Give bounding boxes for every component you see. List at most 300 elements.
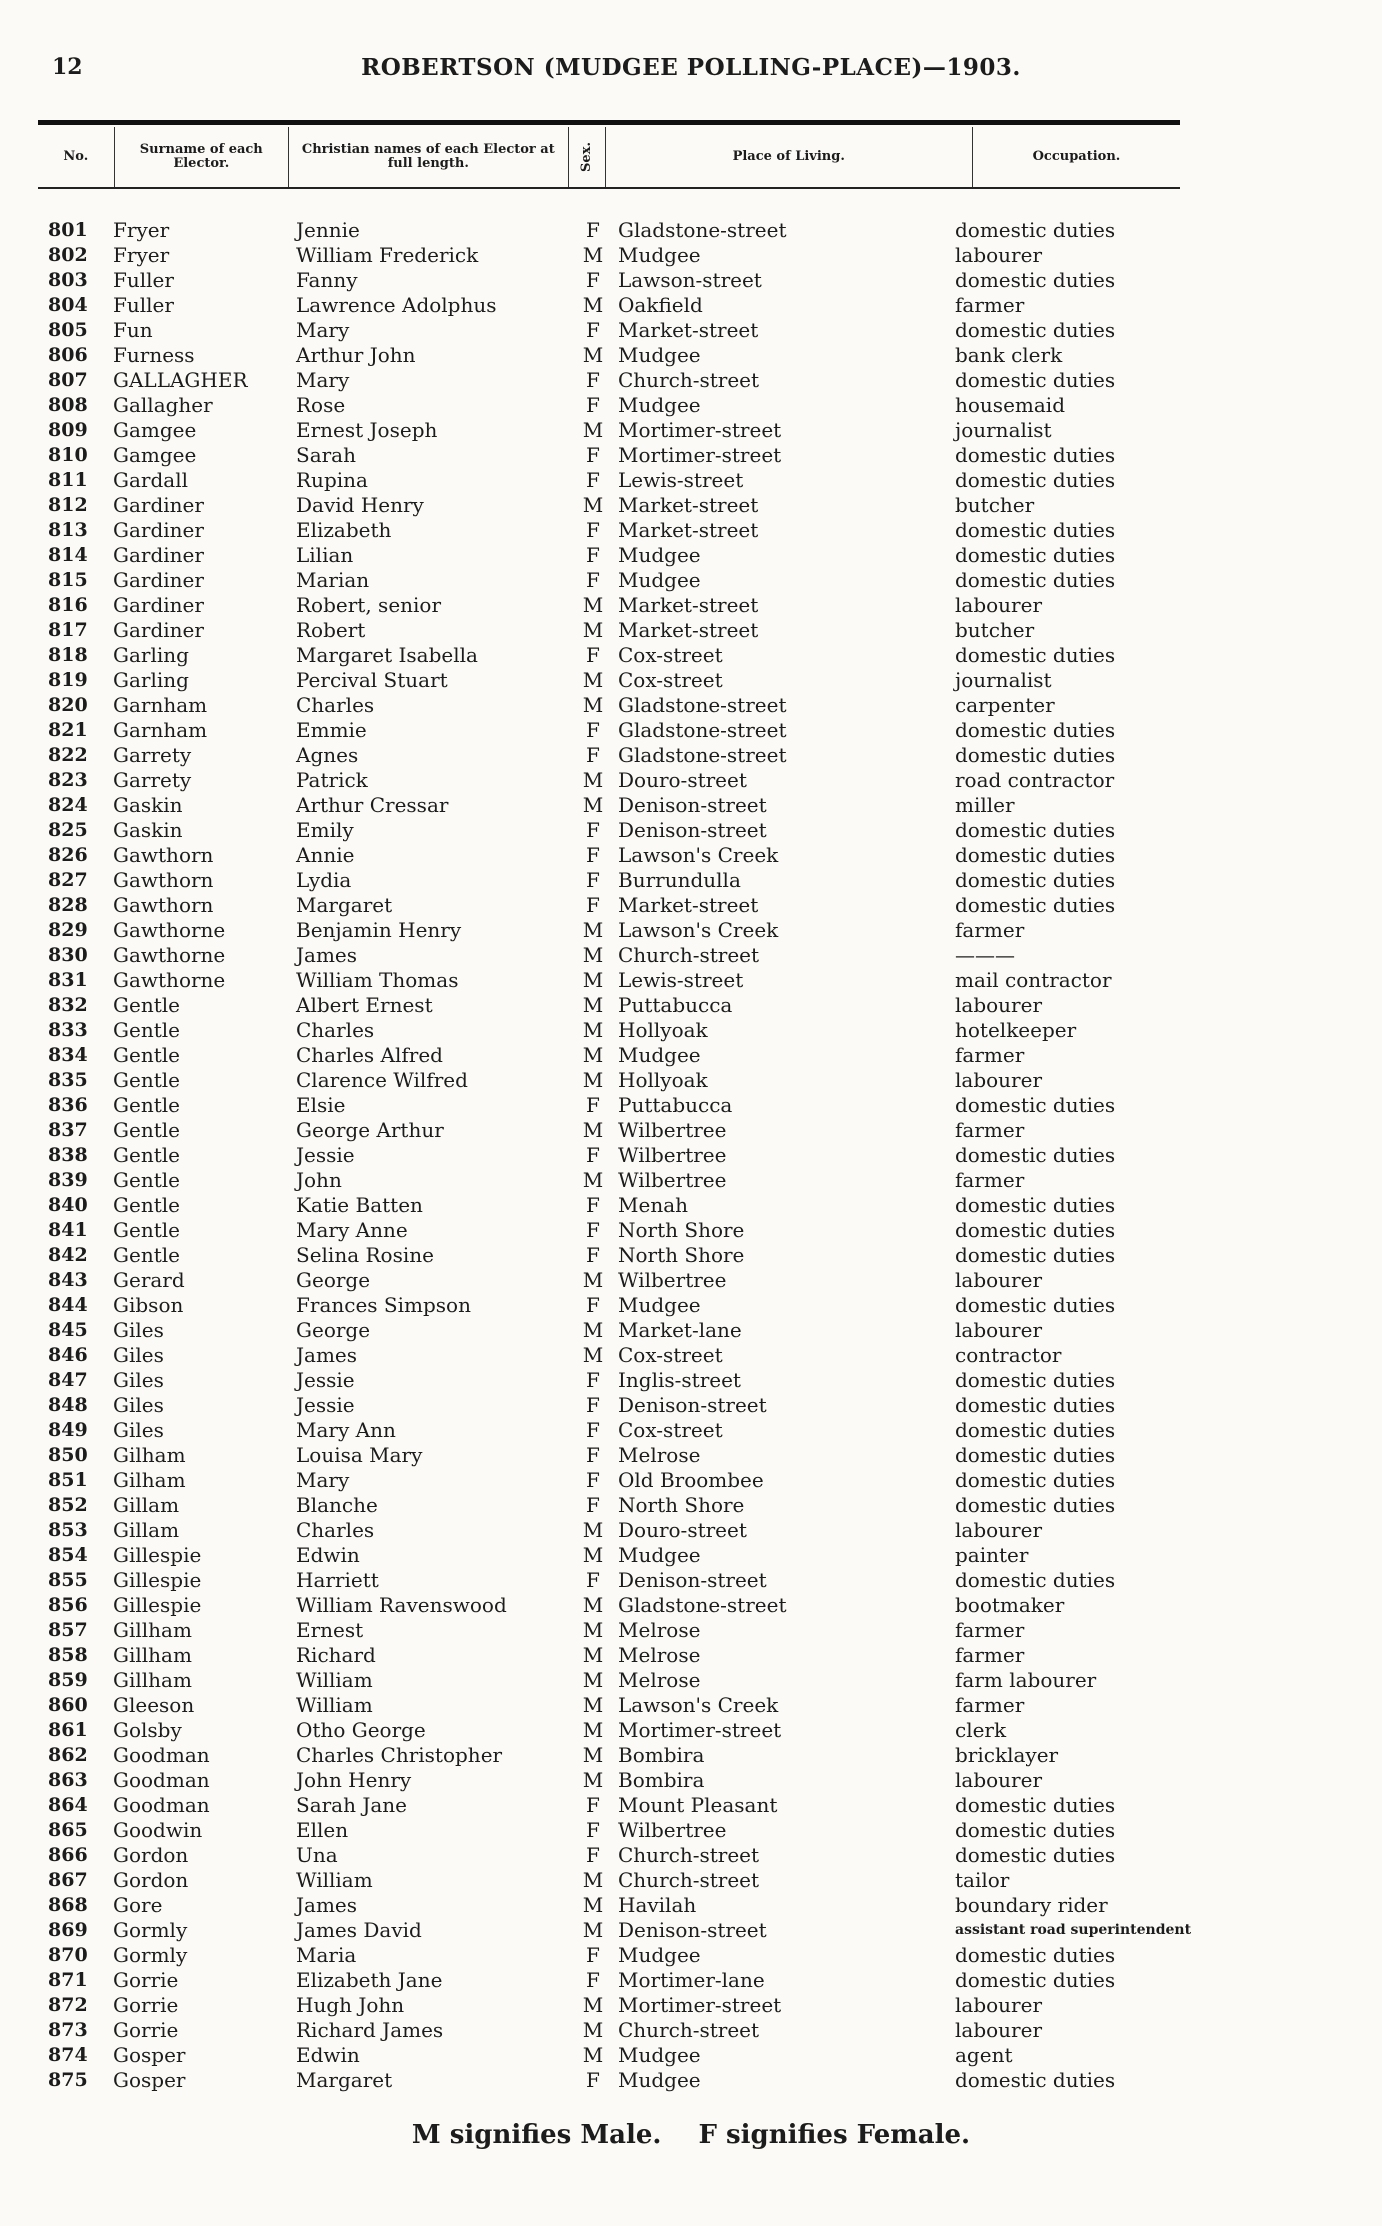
elector-surname: Gibson	[113, 1293, 184, 1317]
elector-occupation: domestic duties	[955, 1218, 1116, 1242]
elector-place: Mudgee	[618, 2043, 701, 2067]
elector-sex: M	[582, 1718, 604, 1742]
elector-surname: Gillespie	[113, 1543, 202, 1567]
elector-christian-names: Emily	[296, 818, 354, 842]
elector-surname: Garrety	[113, 768, 192, 792]
elector-christian-names: Rose	[296, 393, 346, 417]
table-row	[0, 718, 1382, 743]
elector-occupation: bootmaker	[955, 1593, 1065, 1617]
elector-sex: F	[586, 1218, 600, 1242]
table-row	[0, 968, 1382, 993]
elector-number: 802	[48, 244, 88, 266]
page-number: 12	[52, 54, 83, 80]
table-row	[0, 1218, 1382, 1243]
elector-surname: Gentle	[113, 1143, 180, 1167]
elector-place: Wilbertree	[618, 1118, 727, 1142]
elector-place: Havilah	[618, 1893, 697, 1917]
elector-surname: Garnham	[113, 718, 208, 742]
table-row	[0, 1468, 1382, 1493]
elector-sex: F	[586, 743, 600, 767]
table-row	[0, 1418, 1382, 1443]
elector-number: 860	[48, 1694, 88, 1716]
table-row	[0, 1868, 1382, 1893]
table-row	[0, 1493, 1382, 1518]
elector-sex: F	[586, 543, 600, 567]
elector-surname: GALLAGHER	[113, 368, 248, 392]
table-row	[0, 543, 1382, 568]
elector-number: 865	[48, 1819, 88, 1841]
elector-place: Douro-street	[618, 1518, 747, 1542]
elector-sex: M	[582, 1118, 604, 1142]
table-row	[0, 243, 1382, 268]
elector-number: 849	[48, 1419, 88, 1441]
elector-place: Wilbertree	[618, 1143, 727, 1167]
elector-christian-names: Mary	[296, 368, 350, 392]
elector-place: Denison-street	[618, 793, 767, 817]
elector-place: Puttabucca	[618, 1093, 733, 1117]
elector-occupation: bricklayer	[955, 1743, 1059, 1767]
table-row	[0, 643, 1382, 668]
elector-sex: F	[586, 1818, 600, 1842]
elector-place: Lawson-street	[618, 268, 762, 292]
elector-sex: F	[586, 1393, 600, 1417]
elector-number: 807	[48, 369, 88, 391]
elector-christian-names: Hugh John	[296, 1993, 405, 2017]
elector-surname: Gorrie	[113, 1968, 179, 1992]
elector-occupation: domestic duties	[955, 1493, 1116, 1517]
table-row	[0, 743, 1382, 768]
elector-christian-names: John Henry	[296, 1768, 412, 1792]
elector-sex: F	[586, 868, 600, 892]
elector-place: Mudgee	[618, 2068, 701, 2092]
elector-surname: Gentle	[113, 1068, 180, 1092]
table-row	[0, 1268, 1382, 1293]
elector-place: Melrose	[618, 1443, 701, 1467]
elector-occupation: domestic duties	[955, 1793, 1116, 1817]
elector-place: Cox-street	[618, 643, 723, 667]
elector-sex: F	[586, 2068, 600, 2092]
elector-place: Denison-street	[618, 1393, 767, 1417]
elector-place: Lawson's Creek	[618, 918, 779, 942]
elector-place: North Shore	[618, 1243, 745, 1267]
elector-christian-names: Richard James	[296, 2018, 444, 2042]
table-row	[0, 468, 1382, 493]
elector-sex: M	[582, 493, 604, 517]
table-row	[0, 1118, 1382, 1143]
elector-occupation: domestic duties	[955, 818, 1116, 842]
elector-occupation: domestic duties	[955, 543, 1116, 567]
elector-number: 833	[48, 1019, 88, 1041]
elector-occupation: labourer	[955, 1768, 1043, 1792]
elector-surname: Gentle	[113, 1218, 180, 1242]
elector-number: 873	[48, 2019, 88, 2041]
elector-occupation: hotelkeeper	[955, 1018, 1077, 1042]
elector-christian-names: Mary Anne	[296, 1218, 408, 1242]
table-row	[0, 1743, 1382, 1768]
elector-place: Gladstone-street	[618, 743, 787, 767]
elector-number: 809	[48, 419, 88, 441]
elector-christian-names: James David	[296, 1918, 422, 1942]
elector-occupation: domestic duties	[955, 1368, 1116, 1392]
elector-surname: Gardiner	[113, 568, 204, 592]
table-row	[0, 318, 1382, 343]
elector-number: 854	[48, 1544, 88, 1566]
elector-place: Mudgee	[618, 1293, 701, 1317]
table-row	[0, 1318, 1382, 1343]
elector-number: 814	[48, 544, 88, 566]
elector-christian-names: George	[296, 1268, 371, 1292]
elector-occupation: domestic duties	[955, 1143, 1116, 1167]
elector-surname: Gerard	[113, 1268, 185, 1292]
elector-surname: Fuller	[113, 268, 174, 292]
elector-sex: M	[582, 1993, 604, 2017]
elector-number: 811	[48, 469, 88, 491]
header-no: No.	[63, 149, 89, 164]
elector-occupation: farmer	[955, 1693, 1025, 1717]
elector-sex: F	[586, 843, 600, 867]
elector-sex: M	[582, 1768, 604, 1792]
elector-number: 843	[48, 1269, 88, 1291]
elector-occupation: domestic duties	[955, 2068, 1116, 2092]
elector-occupation: labourer	[955, 243, 1043, 267]
elector-number: 805	[48, 319, 88, 341]
elector-number: 846	[48, 1344, 88, 1366]
elector-occupation: road contractor	[955, 768, 1115, 792]
elector-surname: Gleeson	[113, 1693, 195, 1717]
column-headers	[38, 127, 1180, 189]
elector-place: Melrose	[618, 1668, 701, 1692]
elector-christian-names: Marian	[296, 568, 370, 592]
elector-surname: Gillham	[113, 1668, 192, 1692]
elector-number: 804	[48, 294, 88, 316]
elector-place: Puttabucca	[618, 993, 733, 1017]
elector-number: 834	[48, 1044, 88, 1066]
elector-christian-names: Charles	[296, 1018, 375, 1042]
elector-surname: Gormly	[113, 1918, 188, 1942]
elector-surname: Gillham	[113, 1643, 192, 1667]
table-row	[0, 593, 1382, 618]
table-row	[0, 993, 1382, 1018]
elector-number: 863	[48, 1769, 88, 1791]
elector-surname: Goodman	[113, 1768, 210, 1792]
elector-sex: M	[582, 1918, 604, 1942]
elector-sex: F	[586, 1368, 600, 1392]
elector-surname: Gosper	[113, 2043, 186, 2067]
elector-occupation: labourer	[955, 1518, 1043, 1542]
elector-occupation: housemaid	[955, 393, 1065, 417]
elector-sex: F	[586, 1093, 600, 1117]
elector-number: 867	[48, 1869, 88, 1891]
elector-number: 864	[48, 1794, 88, 1816]
footer-legend	[0, 2120, 1382, 2150]
elector-place: Lewis-street	[618, 968, 744, 992]
elector-occupation: ———	[955, 943, 1015, 967]
elector-christian-names: William	[296, 1868, 373, 1892]
elector-christian-names: Clarence Wilfred	[296, 1068, 468, 1092]
elector-place: Old Broombee	[618, 1468, 764, 1492]
elector-christian-names: Edwin	[296, 2043, 360, 2067]
elector-place: Mudgee	[618, 393, 701, 417]
elector-occupation: domestic duties	[955, 1393, 1116, 1417]
header-place: Place of Living.	[732, 149, 845, 164]
elector-place: Wilbertree	[618, 1168, 727, 1192]
table-row	[0, 1168, 1382, 1193]
elector-surname: Gawthorn	[113, 893, 214, 917]
elector-number: 874	[48, 2044, 88, 2066]
elector-surname: Goodwin	[113, 1818, 203, 1842]
elector-sex: F	[586, 218, 600, 242]
elector-surname: Gorrie	[113, 2018, 179, 2042]
elector-christian-names: George Arthur	[296, 1118, 444, 1142]
elector-number: 808	[48, 394, 88, 416]
elector-christian-names: William Frederick	[296, 243, 479, 267]
elector-surname: Gentle	[113, 1168, 180, 1192]
elector-occupation: farmer	[955, 1043, 1025, 1067]
elector-number: 801	[48, 219, 88, 241]
header-occupation: Occupation.	[972, 127, 1180, 187]
table-row	[0, 2043, 1382, 2068]
elector-sex: M	[582, 1868, 604, 1892]
elector-occupation: farmer	[955, 918, 1025, 942]
elector-occupation: domestic duties	[955, 1568, 1116, 1592]
elector-christian-names: William Thomas	[296, 968, 459, 992]
elector-sex: M	[582, 1343, 604, 1367]
table-row	[0, 1618, 1382, 1643]
elector-christian-names: Mary	[296, 1468, 350, 1492]
elector-place: Lawson's Creek	[618, 1693, 779, 1717]
table-row	[0, 2018, 1382, 2043]
elector-sex: M	[582, 1518, 604, 1542]
elector-surname: Goodman	[113, 1743, 210, 1767]
elector-surname: Gentle	[113, 1243, 180, 1267]
elector-number: 848	[48, 1394, 88, 1416]
table-row	[0, 918, 1382, 943]
elector-place: Cox-street	[618, 1418, 723, 1442]
elector-christian-names: Selina Rosine	[296, 1243, 434, 1267]
table-row	[0, 1843, 1382, 1868]
elector-surname: Gawthorne	[113, 943, 226, 967]
table-row	[0, 493, 1382, 518]
elector-place: Church-street	[618, 368, 760, 392]
elector-christian-names: James	[296, 943, 358, 967]
elector-christian-names: Ernest Joseph	[296, 418, 438, 442]
elector-sex: M	[582, 1068, 604, 1092]
elector-occupation: domestic duties	[955, 893, 1116, 917]
elector-sex: M	[582, 1643, 604, 1667]
elector-surname: Gawthorne	[113, 968, 226, 992]
elector-sex: M	[582, 343, 604, 367]
elector-christian-names: Charles Christopher	[296, 1743, 503, 1767]
elector-occupation: labourer	[955, 2018, 1043, 2042]
elector-sex: M	[582, 918, 604, 942]
elector-surname: Gillespie	[113, 1568, 202, 1592]
elector-sex: F	[586, 318, 600, 342]
elector-christian-names: Una	[296, 1843, 338, 1867]
elector-christian-names: Robert	[296, 618, 366, 642]
elector-sex: M	[582, 768, 604, 792]
elector-christian-names: Lilian	[296, 543, 354, 567]
elector-surname: Gillespie	[113, 1593, 202, 1617]
elector-number: 821	[48, 719, 88, 741]
header-surname: Surname of each Elector.	[114, 127, 288, 187]
table-row	[0, 1193, 1382, 1218]
elector-christian-names: George	[296, 1318, 371, 1342]
elector-number: 829	[48, 919, 88, 941]
elector-christian-names: Margaret	[296, 893, 393, 917]
elector-christian-names: James	[296, 1343, 358, 1367]
elector-place: Church-street	[618, 943, 760, 967]
table-row	[0, 1393, 1382, 1418]
elector-sex: M	[582, 1618, 604, 1642]
elector-sex: F	[586, 568, 600, 592]
elector-sex: M	[582, 1043, 604, 1067]
elector-number: 870	[48, 1944, 88, 1966]
elector-sex: M	[582, 1168, 604, 1192]
table-row	[0, 1093, 1382, 1118]
table-row	[0, 1443, 1382, 1468]
elector-number: 845	[48, 1319, 88, 1341]
elector-number: 858	[48, 1644, 88, 1666]
table-row	[0, 1068, 1382, 1093]
elector-place: Lawson's Creek	[618, 843, 779, 867]
elector-number: 816	[48, 594, 88, 616]
elector-occupation: domestic duties	[955, 1243, 1116, 1267]
elector-occupation: labourer	[955, 1068, 1043, 1092]
elector-place: Church-street	[618, 1843, 760, 1867]
elector-place: Market-street	[618, 493, 759, 517]
elector-number: 815	[48, 569, 88, 591]
elector-surname: Gawthorne	[113, 918, 226, 942]
elector-occupation: miller	[955, 793, 1015, 817]
table-row	[0, 1568, 1382, 1593]
elector-christian-names: Charles	[296, 1518, 375, 1542]
elector-place: Wilbertree	[618, 1268, 727, 1292]
elector-occupation: domestic duties	[955, 743, 1116, 767]
elector-christian-names: Sarah	[296, 443, 356, 467]
elector-occupation: farm labourer	[955, 1668, 1097, 1692]
elector-occupation: domestic duties	[955, 1968, 1116, 1992]
elector-occupation: domestic duties	[955, 268, 1116, 292]
elector-christian-names: Jessie	[296, 1143, 355, 1167]
elector-occupation: domestic duties	[955, 568, 1116, 592]
table-row	[0, 1918, 1382, 1943]
elector-place: Melrose	[618, 1643, 701, 1667]
elector-sex: M	[582, 1268, 604, 1292]
elector-surname: Giles	[113, 1418, 164, 1442]
elector-christian-names: Arthur Cressar	[296, 793, 449, 817]
elector-number: 861	[48, 1719, 88, 1741]
elector-surname: Golsby	[113, 1718, 182, 1742]
elector-christian-names: Lawrence Adolphus	[296, 293, 497, 317]
table-row	[0, 1993, 1382, 2018]
table-row	[0, 618, 1382, 643]
elector-occupation: domestic duties	[955, 518, 1116, 542]
elector-occupation: domestic duties	[955, 368, 1116, 392]
elector-number: 803	[48, 269, 88, 291]
elector-number: 820	[48, 694, 88, 716]
elector-occupation: domestic duties	[955, 718, 1116, 742]
elector-number: 859	[48, 1669, 88, 1691]
elector-surname: Gentle	[113, 993, 180, 1017]
elector-surname: Gormly	[113, 1943, 188, 1967]
elector-sex: F	[586, 1193, 600, 1217]
table-row	[0, 418, 1382, 443]
male-note: M signifies Male.	[411, 2120, 662, 2150]
elector-surname: Fuller	[113, 293, 174, 317]
elector-occupation: contractor	[955, 1343, 1062, 1367]
elector-sex: M	[582, 793, 604, 817]
elector-christian-names: Percival Stuart	[296, 668, 448, 692]
table-row	[0, 1968, 1382, 1993]
elector-surname: Gawthorn	[113, 868, 214, 892]
elector-sex: F	[586, 893, 600, 917]
elector-sex: F	[586, 1443, 600, 1467]
elector-place: Hollyoak	[618, 1068, 708, 1092]
elector-number: 828	[48, 894, 88, 916]
elector-number: 837	[48, 1119, 88, 1141]
elector-surname: Goodman	[113, 1793, 210, 1817]
elector-christian-names: Patrick	[296, 768, 368, 792]
elector-christian-names: William	[296, 1668, 373, 1692]
elector-sex: F	[586, 1568, 600, 1592]
elector-christian-names: Louisa Mary	[296, 1443, 423, 1467]
elector-christian-names: John	[296, 1168, 342, 1192]
elector-number: 869	[48, 1919, 88, 1941]
elector-place: Denison-street	[618, 1918, 767, 1942]
elector-place: Market-street	[618, 618, 759, 642]
elector-surname: Garling	[113, 643, 189, 667]
header-rule	[38, 120, 1180, 125]
elector-number: 840	[48, 1194, 88, 1216]
elector-sex: M	[582, 2018, 604, 2042]
elector-surname: Gardall	[113, 468, 188, 492]
elector-occupation: farmer	[955, 293, 1025, 317]
table-row	[0, 1543, 1382, 1568]
elector-surname: Gaskin	[113, 818, 183, 842]
elector-number: 839	[48, 1169, 88, 1191]
elector-sex: M	[582, 968, 604, 992]
elector-christian-names: Harriett	[296, 1568, 379, 1592]
elector-place: Market-street	[618, 518, 759, 542]
elector-surname: Fryer	[113, 218, 170, 242]
elector-surname: Giles	[113, 1393, 164, 1417]
elector-occupation: painter	[955, 1543, 1029, 1567]
elector-sex: F	[586, 718, 600, 742]
elector-place: Mortimer-street	[618, 1718, 782, 1742]
elector-sex: F	[586, 1493, 600, 1517]
elector-occupation: domestic duties	[955, 843, 1116, 867]
table-row	[0, 268, 1382, 293]
elector-sex: F	[586, 468, 600, 492]
elector-number: 866	[48, 1844, 88, 1866]
header-christian-names: Christian names of each Elector at full length.	[288, 127, 568, 187]
elector-surname: Gilham	[113, 1443, 186, 1467]
elector-christian-names: Blanche	[296, 1493, 378, 1517]
elector-place: Mortimer-street	[618, 443, 782, 467]
elector-place: Gladstone-street	[618, 718, 787, 742]
elector-number: 823	[48, 769, 88, 791]
elector-occupation: farmer	[955, 1618, 1025, 1642]
elector-occupation: butcher	[955, 493, 1035, 517]
elector-surname: Garling	[113, 668, 189, 692]
elector-number: 847	[48, 1369, 88, 1391]
elector-number: 844	[48, 1294, 88, 1316]
elector-christian-names: James	[296, 1893, 358, 1917]
table-row	[0, 1818, 1382, 1843]
elector-sex: F	[586, 1243, 600, 1267]
elector-sex: M	[582, 1668, 604, 1692]
elector-list	[0, 218, 1382, 2093]
